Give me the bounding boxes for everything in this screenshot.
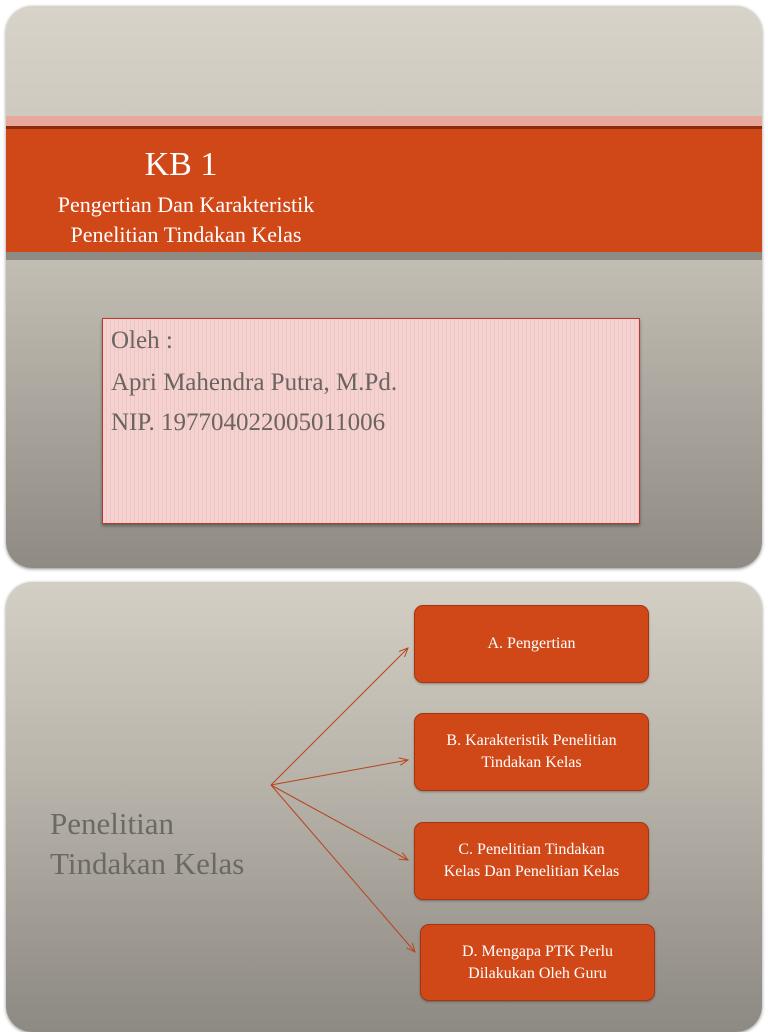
band-shadow-stripe — [6, 252, 762, 260]
node-label-line-2: Kelas Dan Penelitian Kelas — [443, 863, 620, 880]
node-pengertian[interactable] — [414, 605, 649, 683]
arrow-to-node-a — [271, 648, 408, 785]
node-label-line-1: D. Mengapa PTK Perlu — [461, 942, 614, 960]
topic-line-1: Penelitian — [50, 806, 174, 841]
topic-line-2: Tindakan Kelas — [50, 846, 245, 881]
author-nip: NIP. 197704022005011006 — [111, 409, 386, 436]
author-name: Apri Mahendra Putra, M.Pd. — [111, 369, 398, 396]
slide-subtitle — [6, 190, 366, 250]
author-box — [102, 318, 640, 524]
arrow-to-node-d — [271, 785, 415, 952]
slide-title: KB 1 — [144, 146, 218, 183]
node-label-line-1: C. Penelitian Tindakan — [458, 841, 605, 858]
node-penelitian-tindakan-kelas[interactable] — [414, 822, 649, 900]
node-label-line-1: B. Karakteristik Penelitian — [446, 732, 617, 749]
node-label-line-1: A. Pengertian — [487, 635, 576, 652]
accent-stripe — [6, 116, 762, 126]
outline-slide — [6, 582, 762, 1032]
node-mengapa-ptk[interactable] — [420, 924, 655, 1001]
subtitle-line-1: Pengertian Dan Karakteristik — [57, 192, 315, 217]
title-slide — [6, 6, 762, 568]
node-label-line-2: Tindakan Kelas — [481, 754, 582, 771]
arrow-to-node-c — [271, 785, 408, 860]
node-karakteristik[interactable] — [414, 713, 649, 791]
node-label-line-2: Dilakukan Oleh Guru — [468, 964, 607, 982]
subtitle-line-2: Penelitian Tindakan Kelas — [70, 222, 302, 247]
topic-label — [50, 804, 244, 884]
author-by-label: Oleh : — [111, 327, 173, 354]
